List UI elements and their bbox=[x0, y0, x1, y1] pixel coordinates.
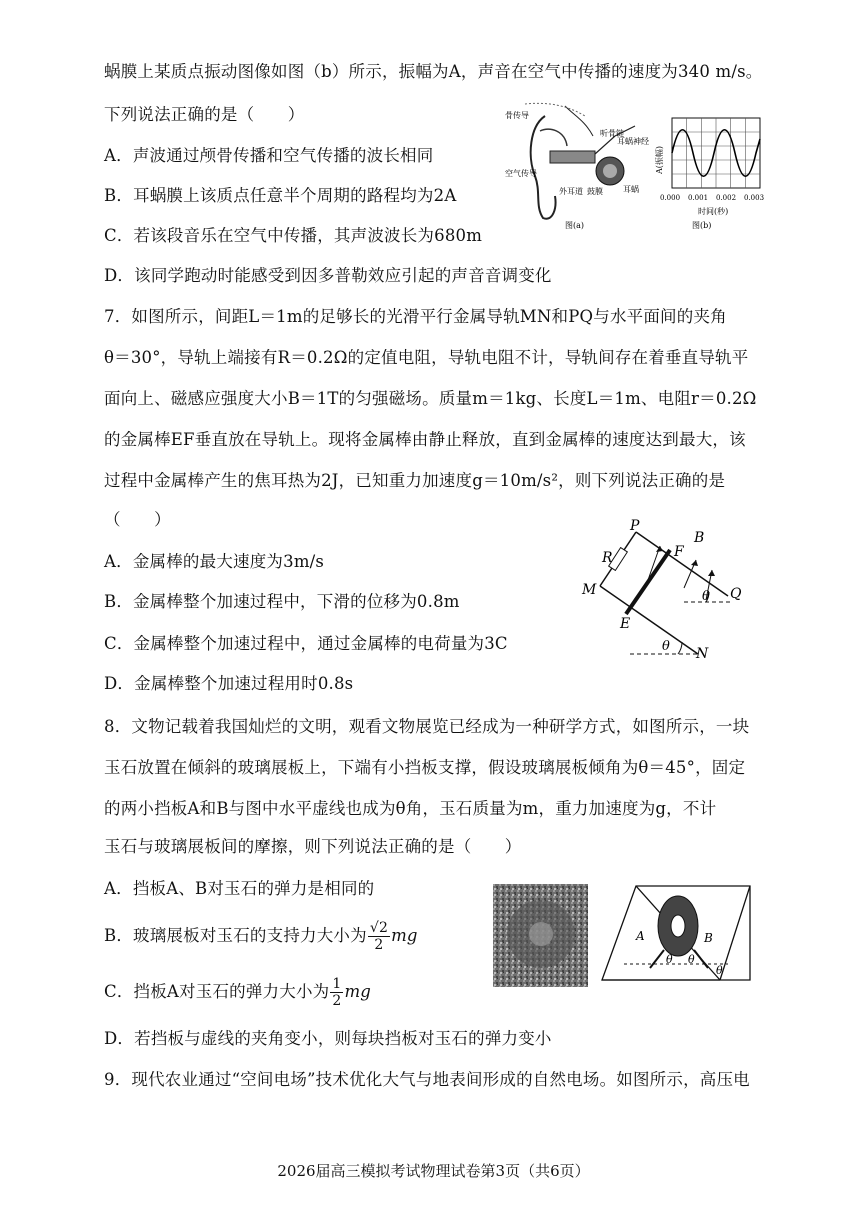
label-theta: θ bbox=[702, 589, 710, 604]
label-theta: θ bbox=[716, 964, 723, 977]
option-c bbox=[104, 976, 371, 1009]
label-cochlea: 耳蜗 bbox=[623, 185, 639, 194]
label-canal: 外耳道 bbox=[559, 187, 583, 196]
tick-0: 0.000 bbox=[660, 194, 681, 202]
option-b: B．金属棒整个加速过程中，下滑的位移为0.8m bbox=[104, 592, 460, 611]
label-air: 空气传导 bbox=[505, 169, 537, 178]
question-text: θ＝30°，导轨上端接有R＝0.2Ω的定值电阻，导轨电阻不计，导轨间存在着垂直导轨平 bbox=[104, 348, 749, 367]
label-theta: θ bbox=[662, 639, 670, 654]
label-B: B bbox=[694, 530, 705, 546]
option-b bbox=[104, 920, 418, 953]
fraction-numerator: 1 bbox=[332, 976, 342, 992]
label-Q: Q bbox=[730, 586, 742, 602]
option-a: A．挡板A、B对玉石的弹力是相同的 bbox=[104, 879, 375, 898]
label-R: R bbox=[602, 550, 613, 566]
caption-b: 图(b) bbox=[692, 221, 712, 230]
question-text: 的金属棒EF垂直放在导轨上。现将金属棒由静止释放，直到金属棒的速度达到最大，该 bbox=[104, 430, 746, 449]
option-c-text: C．挡板A对玉石的弹力大小为 bbox=[104, 982, 330, 1001]
option-d: D．若挡板与虚线的夹角变小，则每块挡板对玉石的弹力变小 bbox=[104, 1029, 552, 1048]
label-theta: θ bbox=[666, 953, 673, 966]
rails-diagram bbox=[578, 518, 758, 666]
label-theta: θ bbox=[688, 953, 695, 966]
fraction-numerator: √2 bbox=[369, 920, 389, 936]
label-N: N bbox=[696, 646, 709, 662]
label-E: E bbox=[620, 616, 631, 632]
question-text: 蜗膜上某质点振动图像如图（b）所示，振幅为A，声音在空气中传播的速度为340 m/s。 bbox=[104, 62, 763, 81]
ear-diagram bbox=[505, 96, 655, 232]
vibration-graph bbox=[656, 114, 766, 232]
question-text: 面向上、磁感应强度大小B＝1T的匀强磁场。质量m＝1kg、长度L＝1m、电阻r＝0.2Ω bbox=[104, 389, 757, 408]
jade-diagram bbox=[598, 880, 758, 990]
label-B: B bbox=[704, 931, 713, 945]
question-text: 7．如图所示，间距L＝1m的足够长的光滑平行金属导轨MN和PQ与水平面间的夹角 bbox=[104, 307, 727, 326]
question-text: 玉石放置在倾斜的玻璃展板上，下端有小挡板支撑，假设玻璃展板倾角为θ＝45°，固定 bbox=[104, 758, 746, 777]
label-A: A bbox=[636, 929, 645, 943]
label-P: P bbox=[630, 518, 640, 534]
option-a: A．金属棒的最大速度为3m/s bbox=[104, 552, 325, 571]
tick-1: 0.001 bbox=[688, 194, 709, 202]
label-F: F bbox=[674, 544, 684, 560]
question-text: （ ） bbox=[104, 510, 171, 529]
jade-photo bbox=[493, 884, 588, 987]
option-a: A．声波通过颅骨传播和空气传播的波长相同 bbox=[104, 146, 434, 165]
question-text: 9．现代农业通过“空间电场”技术优化大气与地表间形成的自然电场。如图所示，高压电 bbox=[104, 1070, 750, 1089]
label-nerve: 耳蜗神经 bbox=[617, 137, 649, 146]
question-text: 玉石与玻璃展板间的摩擦，则下列说法正确的是（ ） bbox=[104, 837, 522, 856]
option-c: C．金属棒整个加速过程中，通过金属棒的电荷量为3C bbox=[104, 634, 508, 653]
question-text: 下列说法正确的是（ ） bbox=[104, 105, 305, 124]
graph-xlabel: 时间(秒) bbox=[698, 207, 729, 216]
option-b: B．耳蜗膜上该质点任意半个周期的路程均为2A bbox=[104, 186, 457, 205]
question-text: 的两小挡板A和B与图中水平虚线也成为θ角，玉石质量为m，重力加速度为g，不计 bbox=[104, 799, 717, 818]
tick-3: 0.003 bbox=[744, 194, 765, 202]
option-b-text: B．玻璃展板对玉石的支持力大小为 bbox=[104, 926, 367, 945]
label-eardrum: 鼓膜 bbox=[587, 187, 603, 196]
option-d: D．金属棒整个加速过程用时0.8s bbox=[104, 674, 354, 693]
page-footer: 2026届高三模拟考试物理试卷第3页（共6页） bbox=[277, 1162, 590, 1180]
option-c-tail: mg bbox=[344, 982, 372, 1001]
option-b-tail: mg bbox=[391, 926, 418, 945]
fraction-denominator: 2 bbox=[374, 937, 384, 953]
option-d: D．该同学跑动时能感受到因多普勒效应引起的声音音调变化 bbox=[104, 266, 552, 285]
tick-2: 0.002 bbox=[716, 194, 737, 202]
fraction-denominator: 2 bbox=[332, 993, 342, 1009]
question-text: 过程中金属棒产生的焦耳热为2J，已知重力加速度g＝10m/s²，则下列说法正确的是 bbox=[104, 471, 726, 490]
fraction bbox=[368, 920, 390, 953]
graph-ylabel: A(振幅) bbox=[655, 145, 664, 174]
question-text: 8．文物记载着我国灿烂的文明，观看文物展览已经成为一种研学方式，如图所示，一块 bbox=[104, 717, 750, 736]
fraction bbox=[330, 976, 343, 1009]
label-bone: 骨传导 bbox=[505, 111, 529, 120]
label-M: M bbox=[582, 582, 597, 598]
caption-a: 图(a) bbox=[565, 221, 585, 230]
label-ossicles: 听骨链 bbox=[600, 129, 624, 138]
option-c: C．若该段音乐在空气中传播，其声波波长为680m bbox=[104, 226, 483, 245]
